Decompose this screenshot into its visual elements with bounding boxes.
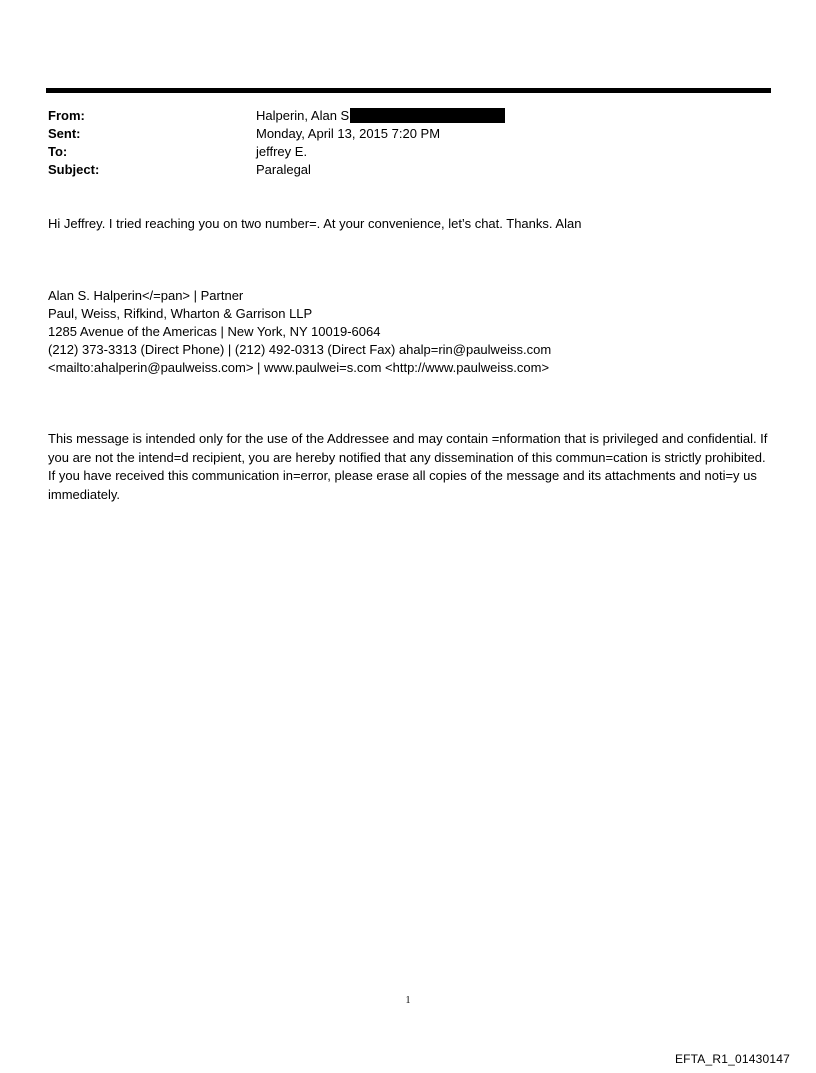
to-label: To: — [48, 144, 68, 159]
signature-name-title: Alan S. Halperin</=pan> | Partner — [48, 288, 244, 303]
from-value-wrapper — [256, 107, 505, 125]
subject-row — [48, 161, 768, 179]
bates-number: EFTA_R1_01430147 — [674, 1052, 790, 1066]
subject-label: Subject: — [48, 162, 100, 177]
email-header — [48, 107, 768, 179]
signature-phone-email: (212) 373-3313 (Direct Phone) | (212) 492-0313 (Direct Fax) ahalp=rin@paulweiss.com — [48, 342, 552, 357]
to-row — [48, 143, 768, 161]
to-value: jeffrey E. — [256, 144, 308, 159]
signature-firm: Paul, Weiss, Rifkind, Wharton & Garrison LLP — [48, 306, 313, 321]
email-body-greeting: Hi Jeffrey. I tried reaching you on two number=. At your convenience, let’s chat. Thanks. Alan — [48, 216, 582, 231]
confidentiality-disclaimer: This message is intended only for the use of the Addressee and may contain =nformation that is privileged and confidential. If you are not the intend=d recipient, you are hereby notified that any dissemination of this commun=cation is strictly prohibited. If you have received this communication in=error, please erase all copies of the message and its attachments and noti=y us immediately. — [48, 431, 768, 502]
subject-value: Paralegal — [256, 162, 311, 177]
sent-value: Monday, April 13, 2015 7:20 PM — [256, 126, 441, 141]
from-value: Halperin, Alan S — [256, 108, 350, 123]
signature-links: <mailto:ahalperin@paulweiss.com> | www.paulwei=s.com <http://www.paulweiss.com> — [48, 360, 550, 375]
signature-address: 1285 Avenue of the Americas | New York, NY 10019-6064 — [48, 324, 381, 339]
header-divider — [46, 88, 771, 93]
from-label: From: — [48, 108, 85, 123]
from-row — [48, 107, 768, 125]
page-number: 1 — [405, 995, 411, 1006]
sent-label: Sent: — [48, 126, 81, 141]
email-signature — [48, 287, 768, 377]
sent-row — [48, 125, 768, 143]
redaction-block — [350, 108, 505, 123]
